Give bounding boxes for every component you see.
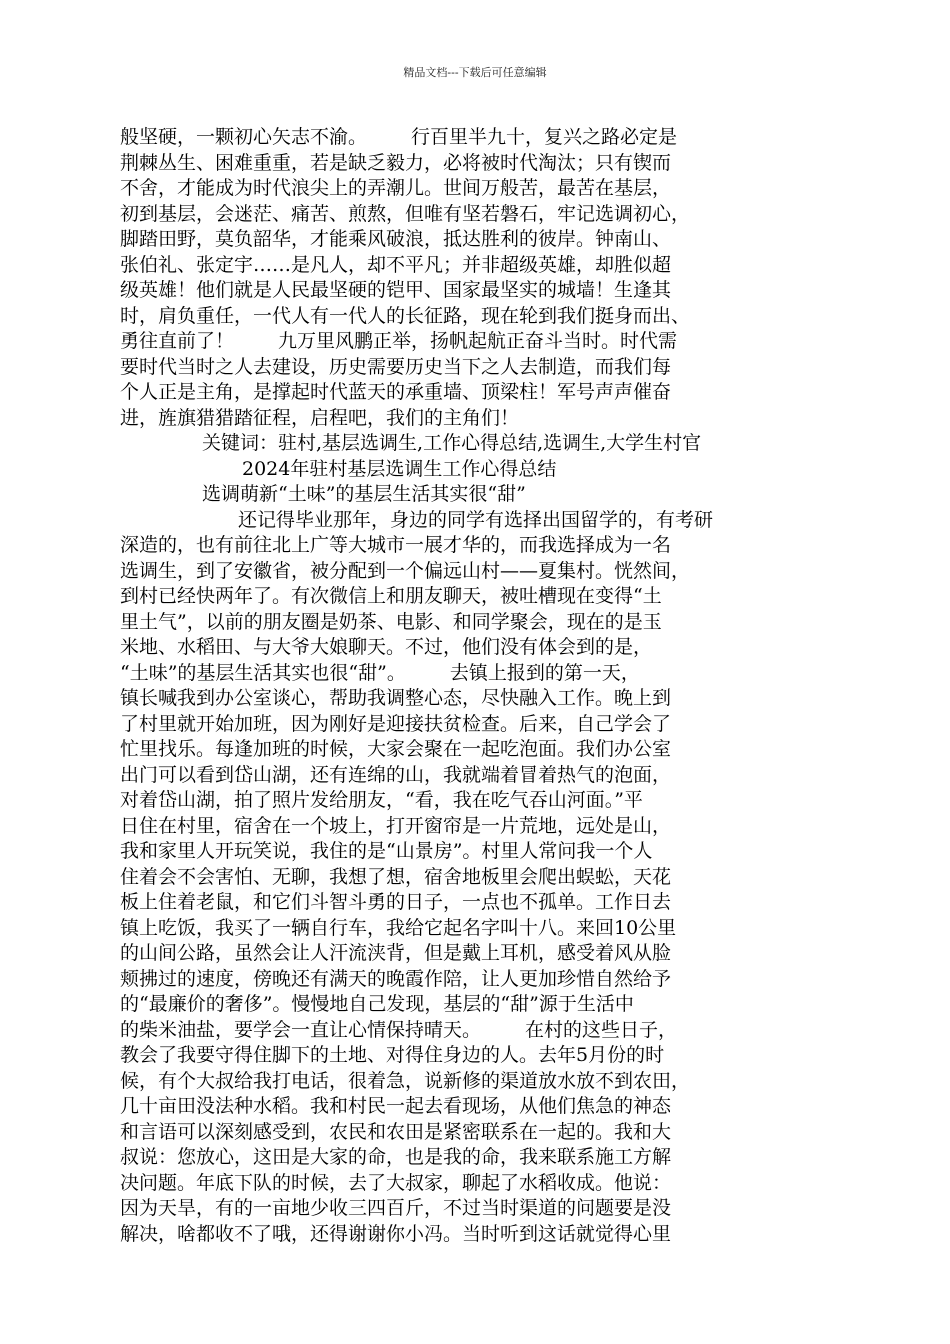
text-line: 勇往直前了！ 九万里风鹏正举，扬帆起航正奋斗当时。时代需: [120, 330, 678, 352]
document-body: [120, 125, 820, 1247]
text-line: 的柴米油盐，要学会一直让心情保持晴天。 在村的这些日子，: [120, 1018, 678, 1041]
text-line: 教会了我要守得住脚下的土地、对得住身边的人。去年5月份的时: [120, 1044, 665, 1066]
text-line: 镇长喊我到办公室谈心，帮助我调整心态，尽快融入工作。晚上到: [120, 687, 672, 709]
text-line: “土味”的基层生活其实也很“甜”。 去镇上报到的第一天，: [120, 661, 640, 684]
text-line: 深造的，也有前往北上广等大城市一展才华的，而我选择成为一名: [120, 534, 672, 556]
text-line: 个人正是主角，是撑起时代蓝天的承重墙、顶梁柱！军号声声催奋: [120, 381, 672, 403]
text-line: 要时代当时之人去建设，历史需要历史当下之人去制造，而我们每: [120, 355, 672, 378]
text-line: 叔说：您放心，这田是大家的命，也是我的命，我来联系施工方解: [120, 1146, 672, 1168]
document-subtitle: 选调萌新“土味”的基层生活其实很“甜”: [202, 483, 526, 505]
text-line: 荆棘丛生、困难重重，若是缺乏毅力，必将被时代淘汰；只有锲而: [120, 151, 672, 174]
text-line: 般坚硬，一颗初心矢志不渝。 行百里半九十，复兴之路必定是: [120, 126, 678, 148]
text-line: 初到基层，会迷茫、痛苦、煎熬，但唯有坚若磐石，牢记选调初心，: [120, 202, 691, 225]
text-line: 的山间公路，虽然会让人汗流浃背，但是戴上耳机，感受着风从脸: [120, 942, 672, 964]
text-line: 级英雄！他们就是人民最坚硬的铠甲、国家最坚实的城墙！生逢其: [120, 279, 672, 301]
text-line: 脚踏田野，莫负韶华，才能乘风破浪，抵达胜利的彼岸。钟南山、: [120, 228, 672, 250]
text-line: 的“最廉价的奢侈”。慢慢地自己发现，基层的“甜”源于生活中: [120, 993, 634, 1015]
text-line: 里土气”，以前的朋友圈是奶茶、电影、和同学聚会，现在的是玉: [120, 610, 662, 633]
text-line: 时，肩负重任，一代人有一代人的长征路，现在轮到我们挺身而出、: [120, 304, 691, 327]
text-line: 出门可以看到岱山湖，还有连绵的山，我就端着冒着热气的泡面，: [120, 763, 672, 786]
text-line: 忙里找乐。每逢加班的时候，大家会聚在一起吃泡面。我们办公室: [120, 738, 672, 760]
text-line: 到村已经快两年了。有次微信上和朋友聊天，被吐槽现在变得“土: [120, 585, 662, 607]
text-line: 我和家里人开玩笑说，我住的是“山景房”。村里人常问我一个人: [120, 840, 653, 862]
text-line: 候，有个大叔给我打电话，很着急，说新修的渠道放水放不到农田，: [120, 1069, 691, 1092]
text-line: 张伯礼、张定宇……是凡人，却不平凡；并非超级英雄，却胜似超: [120, 253, 672, 276]
text-line: 住着会不会害怕、无聊，我想了想，宿舍地板里会爬出蜈蚣，天花: [120, 865, 672, 888]
keywords-line: 关键词：驻村,基层选调生,工作心得总结,选调生,大学生村官: [202, 432, 702, 454]
text-line: 颊拂过的速度，傍晚还有满天的晚霞作陪，让人更加珍惜自然给予: [120, 967, 672, 990]
text-line: 选调生，到了安徽省，被分配到一个偏远山村——夏集村。恍然间，: [120, 559, 691, 582]
text-line: 因为天旱，有的一亩地少收三四百斤，不过当时渠道的问题要是没: [120, 1197, 672, 1219]
text-line: 板上住着老鼠，和它们斗智斗勇的日子，一点也不孤单。工作日去: [120, 891, 672, 913]
text-line: 镇上吃饭，我买了一辆自行车，我给它起名字叫十八。来回10公里: [120, 916, 677, 939]
text-line: 对着岱山湖，拍了照片发给朋友，“看，我在吃气吞山河面。”平: [120, 789, 643, 811]
page-header: 精品文档---下载后可任意编辑: [403, 66, 547, 79]
text-line: 决问题。年底下队的时候，去了大叔家，聊起了水稻收成。他说：: [120, 1171, 672, 1194]
text-line: 了村里就开始加班，因为刚好是迎接扶贫检查。后来，自己学会了: [120, 712, 672, 735]
text-line: 进，旌旗猎猎踏征程，启程吧，我们的主角们！: [120, 406, 520, 429]
text-line: 不舍，才能成为时代浪尖上的弄潮儿。世间万般苦，最苦在基层，: [120, 177, 672, 199]
text-line: 日住在村里，宿舍在一个坡上，打开窗帘是一片荒地，远处是山，: [120, 814, 672, 837]
text-line: 解决，啥都收不了哦，还得谢谢你小冯。当时听到这话就觉得心里: [120, 1222, 672, 1245]
document-title: 2024年驻村基层选调生工作心得总结: [242, 457, 557, 480]
paragraph-first-line: 还记得毕业那年，身边的同学有选择出国留学的，有考研: [238, 508, 714, 531]
text-line: 几十亩田没法种水稻。我和村民一起去看现场，从他们焦急的神态: [120, 1095, 672, 1117]
text-line: 和言语可以深刻感受到，农民和农田是紧密联系在一起的。我和大: [120, 1120, 672, 1143]
text-line: 米地、水稻田、与大爷大娘聊天。不过，他们没有体会到的是，: [120, 636, 653, 658]
